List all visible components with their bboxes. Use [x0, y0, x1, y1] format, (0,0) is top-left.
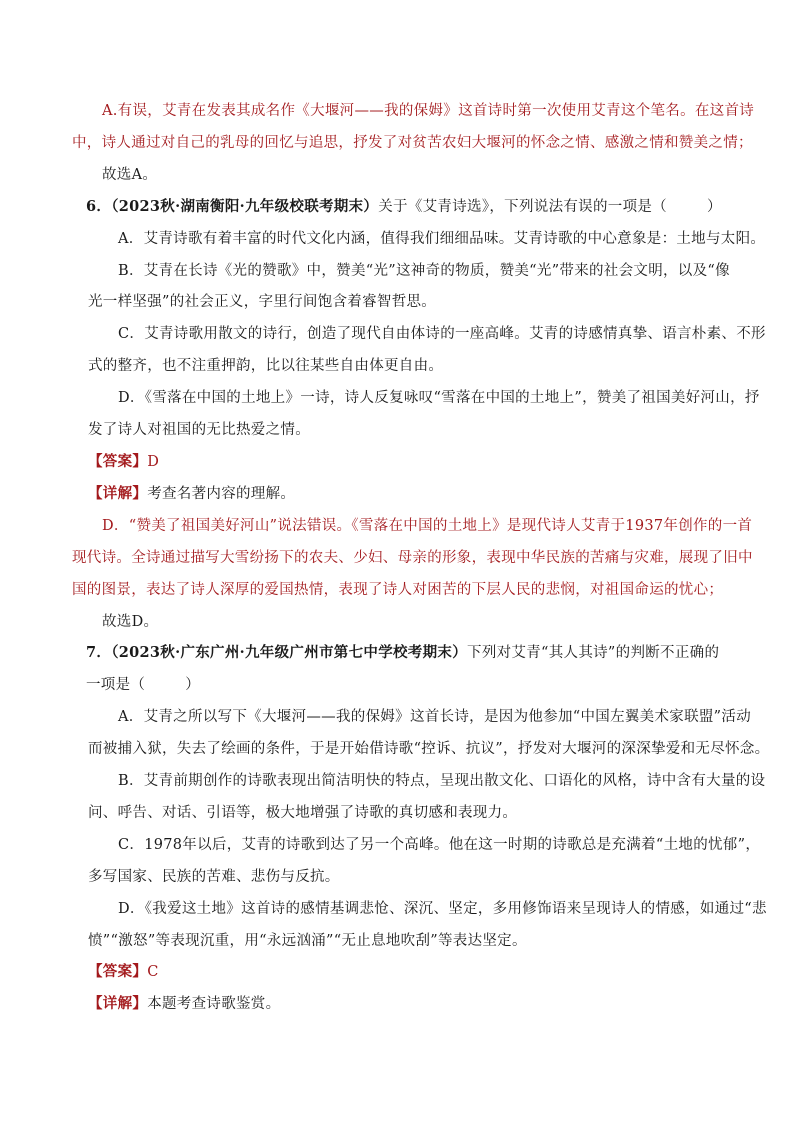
q7-number: 7． [86, 644, 112, 661]
q6-explain-line2: 现代诗。全诗通过描写大雪纷扬下的农夫、少妇、母亲的形象，表现中华民族的苦痛与灾难，展现了旧中 [72, 550, 753, 566]
q7-option-d-line1: D．《我爱这土地》这首诗的感情基调悲怆、深沉、坚定，多用修饰语来呈现诗人的情感，如通过“悲 [118, 901, 767, 917]
q6-choose: 故选D。 [102, 614, 159, 630]
q7-detail-line [88, 994, 280, 1014]
q7-answer-line [88, 962, 159, 982]
q6-option-c-line2: 式的整齐，也不注重押韵，比以往某些自由体更自由。 [88, 358, 444, 374]
q7-option-a-line2: 而被捕入狱，失去了绘画的条件，于是开始借诗歌“控诉、抗议”，抒发对大堰河的深深挚爱和无尽怀念。 [88, 741, 770, 757]
q6-stem: 关于《艾青诗选》，下列说法有误的一项是（ [378, 199, 667, 215]
q5-choose: 故选A。 [102, 167, 158, 183]
q7-source: （2023秋·广东广州·九年级广州市第七中学校考期末） [111, 644, 468, 661]
q7-stem-cont: 一项是（ [86, 677, 146, 693]
q6-detail: 考查名著内容的理解。 [147, 486, 296, 502]
q6-option-d-line1: D．《雪落在中国的土地上》一诗，诗人反复咏叹“雪落在中国的土地上”，赞美了祖国美好河山，抒 [118, 390, 760, 406]
q7-option-d-line2: 愤”“激怒”等表现沉重，用“永远汹涌”“无止息地吹刮”等表达坚定。 [88, 933, 527, 949]
q6-option-b-line1: B．艾青在长诗《光的赞歌》中，赞美“光”这神奇的物质，赞美“光”带来的社会文明，以及“像 [118, 263, 730, 279]
q7-stem-line2 [86, 675, 200, 695]
q6-explain-line3: 国的图景，表达了诗人深厚的爱国热情，表现了诗人对困苦的下层人民的悲悯，对祖国命运的忧心； [72, 582, 724, 598]
q6-option-a: A．艾青诗歌有着丰富的时代文化内涵，值得我们细细品味。艾青诗歌的中心意象是：土地与太阳。 [118, 231, 766, 247]
q6-answer-line [88, 452, 159, 472]
q6-source: （2023秋·湖南衡阳·九年级校联考期末） [111, 198, 379, 215]
q6-option-d-line2: 发了诗人对祖国的无比热爱之情。 [88, 422, 310, 438]
q7-stem: 下列对艾青“其人其诗”的判断不正确的 [467, 645, 720, 661]
q7-answer: C [147, 964, 159, 980]
q6-stem-line [86, 197, 722, 217]
q5-explain-line1: A.有误，艾青在发表其成名作《大堰河——我的保姆》这首诗时第一次使用艾青这个笔名。在这首诗 [102, 103, 755, 119]
q7-detail-tag: 【详解】 [88, 995, 148, 1012]
q6-detail-tag: 【详解】 [88, 485, 148, 502]
q7-option-b-line2: 问、呼告、对话、引语等，极大地增强了诗歌的真切感和表现力。 [88, 805, 518, 821]
q7-option-c-line1: C．1978年以后，艾青的诗歌到达了另一个高峰。他在这一时期的诗歌总是充满着“土地的忧郁”， [118, 837, 761, 853]
q6-stem-end: ） [706, 199, 722, 215]
q6-option-c-line1: C．艾青诗歌用散文的诗行，创造了现代自由体诗的一座高峰。艾青的诗感情真挚、语言朴素、不形 [118, 326, 766, 342]
q5-explain-line2: 中，诗人通过对自己的乳母的回忆与追思，抒发了对贫苦农妇大堰河的怀念之情、感激之情和赞美之情； [72, 135, 753, 151]
q6-answer: D [147, 454, 160, 470]
q7-answer-tag: 【答案】 [88, 963, 148, 980]
q7-option-c-line2: 多写国家、民族的苦难、悲伤与反抗。 [88, 869, 340, 885]
q7-detail: 本题考查诗歌鉴赏。 [147, 996, 281, 1012]
q7-stem-end: ） [185, 677, 201, 693]
q6-detail-line [88, 484, 295, 504]
q7-option-a-line1: A．艾青之所以写下《大堰河——我的保姆》这首长诗，是因为他参加“中国左翼美术家联盟”活动 [118, 709, 751, 725]
q7-option-b-line1: B．艾青前期创作的诗歌表现出简洁明快的特点，呈现出散文化、口语化的风格，诗中含有大量的设 [118, 773, 766, 789]
q6-option-b-line2: 光一样坚强”的社会正义，字里行间饱含着睿智哲思。 [88, 294, 437, 310]
q6-answer-tag: 【答案】 [88, 453, 148, 470]
q6-explain-line1: D．“赞美了祖国美好河山”说法错误。《雪落在中国的土地上》是现代诗人艾青于1937年创作的一首 [102, 518, 753, 534]
q6-number: 6． [86, 198, 112, 215]
q7-stem-line1 [86, 643, 719, 663]
